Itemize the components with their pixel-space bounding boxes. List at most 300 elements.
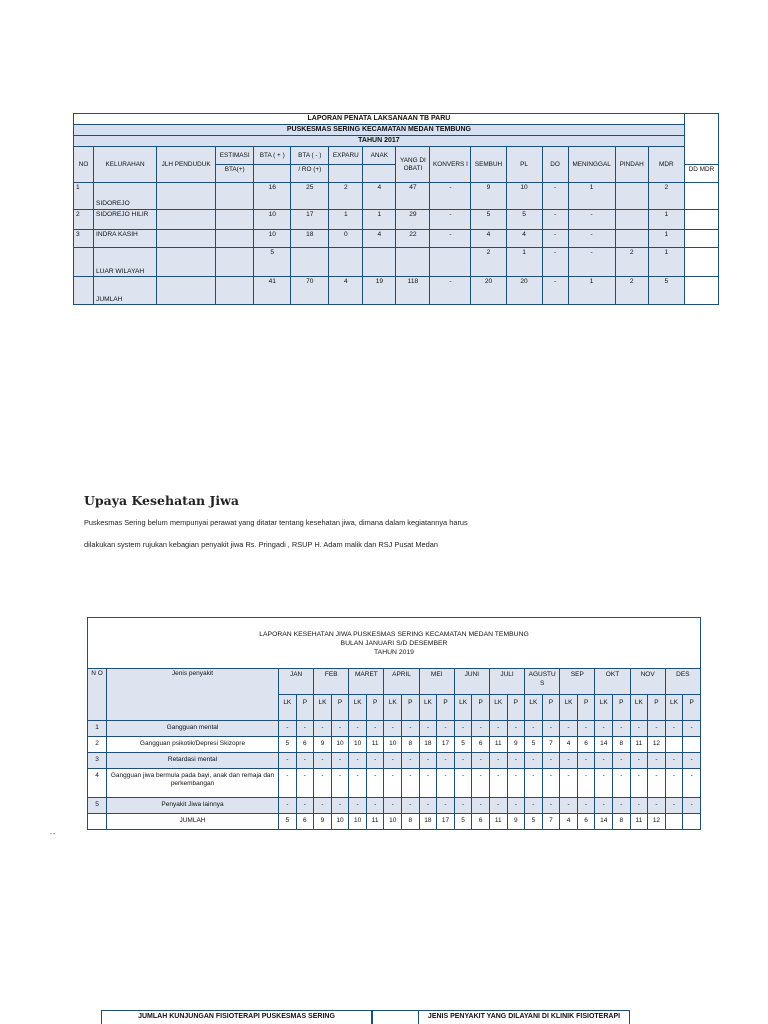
jiwa-value-cell: - [279, 753, 297, 769]
tb-row [74, 230, 719, 248]
jiwa-col-no: N O [88, 669, 107, 721]
tb-cell-anak: 4 [363, 230, 396, 248]
jiwa-value-cell: 18 [419, 814, 437, 830]
col-meninggal: MENINGGAL [568, 147, 615, 183]
tb-cell-exparu: 0 [329, 230, 363, 248]
jiwa-value-cell: - [472, 769, 490, 798]
jiwa-title2: BULAN JANUARI S/D DESEMBER [340, 640, 448, 647]
tb-cell-anak: 4 [363, 183, 396, 210]
jiwa-row-name: Retardasi mental [107, 753, 279, 769]
tb-cell-konversi: - [430, 183, 471, 210]
jiwa-title1: LAPORAN KESEHATAN JIWA PUSKESMAS SERING KECAMATAN MEDAN TEMBUNG [259, 631, 529, 638]
tb-cell-meninggal: - [568, 210, 615, 230]
tb-cell-konversi: - [430, 230, 471, 248]
jiwa-value-cell: - [384, 721, 402, 737]
jiwa-value-cell: 9 [314, 814, 332, 830]
jiwa-value-cell: 4 [560, 737, 578, 753]
jiwa-value-cell: 11 [489, 814, 507, 830]
jiwa-value-cell: - [595, 798, 613, 814]
tb-cell-mdr: 2 [648, 183, 684, 210]
tb-cell-dd-mdr [684, 183, 718, 210]
jiwa-row-no: 3 [88, 753, 107, 769]
tb-cell-bta_pos: 41 [254, 277, 291, 305]
jiwa-row-no [88, 814, 107, 830]
paragraph-line-2: dilakukan system rujukan kebagian penyakit jiwa Rs. Pringadi , RSUP H. Adam malik dan RSJ Pusat Medan [84, 540, 438, 549]
col-mdr: MDR [648, 147, 684, 183]
tb-cell-exparu: 1 [329, 210, 363, 230]
jiwa-value-cell [683, 814, 701, 830]
section-title: Upaya Kesehatan Jiwa [84, 493, 240, 508]
tb-cell-pl: 4 [506, 230, 542, 248]
tb-cell-no: 2 [74, 210, 94, 230]
tb-cell-empty [157, 230, 216, 248]
jiwa-value-cell: - [314, 798, 332, 814]
jiwa-title-block [88, 618, 701, 669]
col-no: NO [74, 147, 94, 183]
tb-cell-sembuh: 9 [471, 183, 506, 210]
tb-cell-bta_neg: 25 [291, 183, 329, 210]
tb-cell-anak: 19 [363, 277, 396, 305]
tb-cell-obati: 22 [396, 230, 430, 248]
jiwa-value-cell: - [525, 721, 543, 737]
tb-cell-bta_pos: 10 [254, 230, 291, 248]
jiwa-value-cell: - [595, 769, 613, 798]
jiwa-value-cell: - [279, 798, 297, 814]
jiwa-value-cell: - [366, 798, 384, 814]
jiwa-value-cell: - [349, 798, 367, 814]
jiwa-value-cell: 5 [454, 737, 472, 753]
jiwa-value-cell: - [560, 798, 578, 814]
jiwa-value-cell: - [366, 721, 384, 737]
jiwa-sub-lk: LK [454, 695, 472, 721]
jiwa-value-cell: - [665, 721, 683, 737]
tb-cell-dd-mdr [684, 277, 718, 305]
jiwa-value-cell: - [402, 721, 420, 737]
fisioterapi-diseases-title: JENIS PENYAKIT YANG DILAYANI DI KLINIK FISIOTERAPI [418, 1010, 630, 1024]
jiwa-value-cell: - [384, 798, 402, 814]
jiwa-value-cell: 11 [366, 737, 384, 753]
tb-cell-meninggal: 1 [568, 183, 615, 210]
tb-cell-dd-mdr [684, 248, 718, 277]
tb-cell-meninggal: - [568, 248, 615, 277]
jiwa-value-cell: - [683, 753, 701, 769]
jiwa-value-cell: - [472, 721, 490, 737]
jiwa-value-cell: 10 [349, 737, 367, 753]
jiwa-value-cell: - [612, 721, 630, 737]
jiwa-sub-p: P [472, 695, 490, 721]
jiwa-value-cell: - [437, 721, 455, 737]
jiwa-value-cell: - [648, 798, 666, 814]
jiwa-value-cell: - [489, 753, 507, 769]
jiwa-title3: TAHUN 2019 [374, 649, 414, 656]
tb-cell-empty [216, 248, 254, 277]
jiwa-value-cell: - [419, 721, 437, 737]
jiwa-row-name: Gangguan psikotik/Depresi Skizopre [107, 737, 279, 753]
fisioterapi-visits-title: JUMLAH KUNJUNGAN FISIOTERAPI PUSKESMAS SERING [101, 1010, 372, 1024]
jiwa-value-cell: - [507, 769, 525, 798]
jiwa-value-cell [665, 737, 683, 753]
jiwa-value-cell: 9 [314, 737, 332, 753]
jiwa-sub-p: P [296, 695, 314, 721]
tb-cell-pl: 10 [506, 183, 542, 210]
jiwa-sub-lk: LK [384, 695, 402, 721]
col-pl: PL [506, 147, 542, 183]
col-do: DO [542, 147, 568, 183]
jiwa-value-cell: - [296, 721, 314, 737]
jiwa-value-cell: - [507, 721, 525, 737]
jiwa-sub-lk: LK [279, 695, 297, 721]
tb-cell-no [74, 248, 94, 277]
tb-cell-pindah [615, 230, 648, 248]
jiwa-value-cell: 9 [507, 737, 525, 753]
jiwa-month-header: JULI [489, 669, 524, 695]
col-jlh-penduduk: JLH PENDUDUK [157, 147, 216, 183]
jiwa-value-cell: 14 [595, 737, 613, 753]
col-pindah: PINDAH [615, 147, 648, 183]
jiwa-sub-p: P [402, 695, 420, 721]
jiwa-month-header: DES [665, 669, 700, 695]
tb-cell-no: 3 [74, 230, 94, 248]
jiwa-value-cell: - [630, 721, 648, 737]
jiwa-value-cell: 11 [630, 814, 648, 830]
jiwa-value-cell: - [489, 798, 507, 814]
jiwa-value-cell: - [542, 798, 560, 814]
tb-cell-empty [216, 210, 254, 230]
tb-subtitle: PUSKESMAS SERING KECAMATAN MEDAN TEMBUNG [74, 125, 685, 136]
tb-report-table-wrap [73, 113, 719, 305]
jiwa-value-cell: - [314, 769, 332, 798]
jiwa-col-jenis-penyakit: Jenis penyakit [107, 669, 279, 721]
tb-cell-bta_neg: 18 [291, 230, 329, 248]
jiwa-row-name: Gangguan mental [107, 721, 279, 737]
jiwa-sub-p: P [542, 695, 560, 721]
jiwa-value-cell: 8 [402, 814, 420, 830]
jiwa-value-cell: - [437, 769, 455, 798]
jiwa-value-cell: 10 [384, 814, 402, 830]
col-estimasi-sub: BTA(+) [216, 165, 254, 183]
tb-cell-sembuh: 5 [471, 210, 506, 230]
jiwa-sub-lk: LK [665, 695, 683, 721]
tb-cell-konversi: - [430, 210, 471, 230]
jiwa-value-cell: 6 [296, 814, 314, 830]
tb-cell-kelurahan: INDRA KASIH [94, 230, 157, 248]
col-kelurahan: KELURAHAN [94, 147, 157, 183]
jiwa-value-cell: 5 [525, 737, 543, 753]
jiwa-row-name: Gangguan jiwa bermula pada bayi, anak dan remaja dan perkembangan [107, 769, 279, 798]
jiwa-value-cell [665, 814, 683, 830]
tb-row [74, 183, 719, 210]
jiwa-value-cell: - [279, 769, 297, 798]
jiwa-month-header: NOV [630, 669, 665, 695]
tb-cell-bta_neg: 70 [291, 277, 329, 305]
tb-cell-kelurahan: SIDOREJO [94, 183, 157, 210]
tb-cell-dd-mdr [684, 230, 718, 248]
jiwa-sub-p: P [612, 695, 630, 721]
jiwa-value-cell: - [595, 753, 613, 769]
jiwa-sub-p: P [437, 695, 455, 721]
tb-cell-bta_pos: 5 [254, 248, 291, 277]
jiwa-value-cell: 10 [331, 737, 349, 753]
tb-cell-empty [216, 230, 254, 248]
jiwa-value-cell: 8 [612, 737, 630, 753]
jiwa-value-cell: - [612, 798, 630, 814]
jiwa-sub-lk: LK [630, 695, 648, 721]
jiwa-value-cell: 8 [402, 737, 420, 753]
jiwa-month-header: JUNI [454, 669, 489, 695]
jiwa-value-cell: 5 [525, 814, 543, 830]
tb-cell-pindah [615, 210, 648, 230]
jiwa-value-cell: 6 [296, 737, 314, 753]
jiwa-value-cell: - [296, 798, 314, 814]
tb-cell-empty [157, 210, 216, 230]
tb-cell-konversi: - [430, 277, 471, 305]
jiwa-value-cell: 12 [648, 814, 666, 830]
col-bta-pos-sub [254, 165, 291, 183]
jiwa-value-cell: - [542, 721, 560, 737]
col-bta-neg-sub: / RO (+) [291, 165, 329, 183]
jiwa-value-cell: - [489, 769, 507, 798]
jiwa-sub-lk: LK [525, 695, 543, 721]
tb-cell-bta_neg: 17 [291, 210, 329, 230]
tb-title: LAPORAN PENATA LAKSANAAN TB PARU [74, 114, 685, 125]
tb-cell-sembuh: 20 [471, 277, 506, 305]
jiwa-value-cell: 10 [349, 814, 367, 830]
tb-cell-kelurahan: JUMLAH [94, 277, 157, 305]
col-anak-sub [363, 165, 396, 183]
jiwa-value-cell: - [349, 769, 367, 798]
jiwa-sub-p: P [507, 695, 525, 721]
jiwa-value-cell: - [331, 769, 349, 798]
jiwa-value-cell: - [349, 753, 367, 769]
tb-cell-mdr: 1 [648, 210, 684, 230]
jiwa-row [88, 721, 701, 737]
jiwa-value-cell: - [542, 753, 560, 769]
jiwa-value-cell: - [402, 753, 420, 769]
jiwa-row-name: Penyakit Jiwa lainnya [107, 798, 279, 814]
tb-cell-no: 1 [74, 183, 94, 210]
jiwa-sub-lk: LK [419, 695, 437, 721]
jiwa-sub-p: P [648, 695, 666, 721]
jiwa-value-cell: - [419, 798, 437, 814]
jiwa-value-cell: 5 [454, 814, 472, 830]
jiwa-value-cell: 17 [437, 737, 455, 753]
jiwa-value-cell: 7 [542, 814, 560, 830]
jiwa-value-cell: - [683, 769, 701, 798]
jiwa-value-cell: - [384, 753, 402, 769]
jiwa-value-cell: - [577, 798, 595, 814]
jiwa-value-cell: - [542, 769, 560, 798]
jiwa-value-cell: - [560, 753, 578, 769]
jiwa-value-cell: - [577, 753, 595, 769]
jiwa-value-cell: 18 [419, 737, 437, 753]
jiwa-sub-lk: LK [314, 695, 332, 721]
col-sembuh: SEMBUH [471, 147, 506, 183]
jiwa-value-cell: - [525, 798, 543, 814]
col-estimasi: ESTIMASI [216, 147, 254, 165]
jiwa-month-header: MARET [349, 669, 384, 695]
jiwa-value-cell: - [454, 769, 472, 798]
jiwa-value-cell: - [384, 769, 402, 798]
col-bta-neg: BTA ( - ) [291, 147, 329, 165]
tb-side-cell [684, 114, 718, 165]
jiwa-value-cell: - [472, 798, 490, 814]
tb-cell-meninggal: 1 [568, 277, 615, 305]
jiwa-row [88, 737, 701, 753]
tb-row [74, 277, 719, 305]
jiwa-value-cell: 9 [507, 814, 525, 830]
tb-cell-anak [363, 248, 396, 277]
jiwa-row-no: 2 [88, 737, 107, 753]
stray-mark: " " [50, 833, 55, 839]
jiwa-value-cell: - [402, 769, 420, 798]
jiwa-value-cell: 10 [331, 814, 349, 830]
jiwa-value-cell: - [366, 769, 384, 798]
jiwa-value-cell: - [525, 769, 543, 798]
col-anak: ANAK [363, 147, 396, 165]
tb-cell-meninggal: - [568, 230, 615, 248]
tb-row [74, 210, 719, 230]
tb-cell-konversi [430, 248, 471, 277]
tb-cell-obati: 118 [396, 277, 430, 305]
tb-cell-mdr: 1 [648, 230, 684, 248]
tb-cell-do: - [542, 277, 568, 305]
tb-cell-kelurahan: SIDOREJO HILIR [94, 210, 157, 230]
jiwa-month-header: JAN [279, 669, 314, 695]
jiwa-value-cell: - [560, 769, 578, 798]
tb-cell-pl: 5 [506, 210, 542, 230]
jiwa-value-cell: - [683, 721, 701, 737]
col-konversi: KONVERS I [430, 147, 471, 183]
jiwa-value-cell: - [402, 798, 420, 814]
jiwa-report-table [87, 617, 701, 830]
tb-cell-do: - [542, 210, 568, 230]
jiwa-row [88, 798, 701, 814]
tb-cell-sembuh: 4 [471, 230, 506, 248]
jiwa-value-cell: - [331, 753, 349, 769]
jiwa-sub-p: P [683, 695, 701, 721]
fisioterapi-visits-tail-cell [372, 1010, 418, 1024]
jiwa-value-cell: 10 [384, 737, 402, 753]
jiwa-value-cell: 6 [472, 814, 490, 830]
jiwa-row [88, 814, 701, 830]
tb-cell-do: - [542, 248, 568, 277]
tb-cell-bta_pos: 16 [254, 183, 291, 210]
jiwa-value-cell: - [296, 769, 314, 798]
col-bta-pos: BTA ( + ) [254, 147, 291, 165]
col-dd-mdr: DD MDR [684, 165, 718, 183]
jiwa-value-cell: 8 [612, 814, 630, 830]
jiwa-value-cell: - [683, 798, 701, 814]
jiwa-value-cell: - [454, 721, 472, 737]
jiwa-value-cell: - [454, 798, 472, 814]
jiwa-value-cell: - [419, 753, 437, 769]
tb-cell-dd-mdr [684, 210, 718, 230]
jiwa-month-header: OKT [595, 669, 630, 695]
jiwa-value-cell: - [296, 753, 314, 769]
tb-cell-sembuh: 2 [471, 248, 506, 277]
col-yang-di-obati: YANG DI OBATI [396, 147, 430, 183]
jiwa-value-cell: 7 [542, 737, 560, 753]
jiwa-sub-lk: LK [349, 695, 367, 721]
jiwa-value-cell: - [630, 769, 648, 798]
tb-cell-do: - [542, 230, 568, 248]
jiwa-value-cell: - [314, 753, 332, 769]
tb-cell-obati: 47 [396, 183, 430, 210]
tb-cell-pindah: 2 [615, 248, 648, 277]
col-exparu: EXPARU [329, 147, 363, 165]
jiwa-value-cell: - [630, 753, 648, 769]
jiwa-row-no: 5 [88, 798, 107, 814]
jiwa-value-cell: 6 [577, 814, 595, 830]
jiwa-value-cell: - [366, 753, 384, 769]
jiwa-value-cell: - [454, 753, 472, 769]
jiwa-value-cell: - [331, 721, 349, 737]
jiwa-value-cell: - [419, 769, 437, 798]
jiwa-value-cell: 11 [366, 814, 384, 830]
jiwa-value-cell: - [507, 753, 525, 769]
tb-cell-do: - [542, 183, 568, 210]
tb-cell-empty [216, 277, 254, 305]
tb-cell-exparu: 2 [329, 183, 363, 210]
jiwa-month-header: APRIL [384, 669, 419, 695]
jiwa-sub-lk: LK [595, 695, 613, 721]
jiwa-value-cell: - [331, 798, 349, 814]
tb-cell-exparu: 4 [329, 277, 363, 305]
jiwa-value-cell: - [612, 769, 630, 798]
tb-report-table [73, 113, 719, 305]
tb-cell-mdr: 5 [648, 277, 684, 305]
jiwa-value-cell: - [437, 798, 455, 814]
col-exparu-sub [329, 165, 363, 183]
jiwa-row [88, 753, 701, 769]
jiwa-row-no: 4 [88, 769, 107, 798]
jiwa-value-cell: 17 [437, 814, 455, 830]
paragraph-line-1: Puskesmas Sering belum mempunyai perawat yang ditatar tentang kesehatan jiwa, dimana dalam kegiatannya harus [84, 518, 468, 527]
jiwa-value-cell: 11 [489, 737, 507, 753]
jiwa-value-cell: 4 [560, 814, 578, 830]
tb-cell-anak: 1 [363, 210, 396, 230]
tb-cell-empty [157, 277, 216, 305]
jiwa-value-cell: 11 [630, 737, 648, 753]
jiwa-value-cell: - [279, 721, 297, 737]
jiwa-month-header: SEP [560, 669, 595, 695]
jiwa-value-cell: - [648, 721, 666, 737]
jiwa-month-header: FEB [314, 669, 349, 695]
jiwa-value-cell: - [489, 721, 507, 737]
tb-cell-kelurahan: LUAR WILAYAH [94, 248, 157, 277]
tb-cell-pl: 1 [506, 248, 542, 277]
jiwa-value-cell: 14 [595, 814, 613, 830]
jiwa-value-cell: 6 [472, 737, 490, 753]
tb-cell-obati: 29 [396, 210, 430, 230]
tb-cell-empty [157, 183, 216, 210]
jiwa-row-name: JUMLAH [107, 814, 279, 830]
jiwa-sub-p: P [577, 695, 595, 721]
jiwa-value-cell: - [665, 753, 683, 769]
jiwa-sub-p: P [331, 695, 349, 721]
tb-cell-pl: 20 [506, 277, 542, 305]
tb-cell-obati [396, 248, 430, 277]
jiwa-value-cell [683, 737, 701, 753]
jiwa-sub-lk: LK [489, 695, 507, 721]
jiwa-month-header: MEI [419, 669, 454, 695]
tb-cell-exparu [329, 248, 363, 277]
jiwa-value-cell: 5 [279, 814, 297, 830]
jiwa-value-cell: - [577, 721, 595, 737]
jiwa-value-cell: - [472, 753, 490, 769]
tb-cell-empty [157, 248, 216, 277]
jiwa-row-no: 1 [88, 721, 107, 737]
